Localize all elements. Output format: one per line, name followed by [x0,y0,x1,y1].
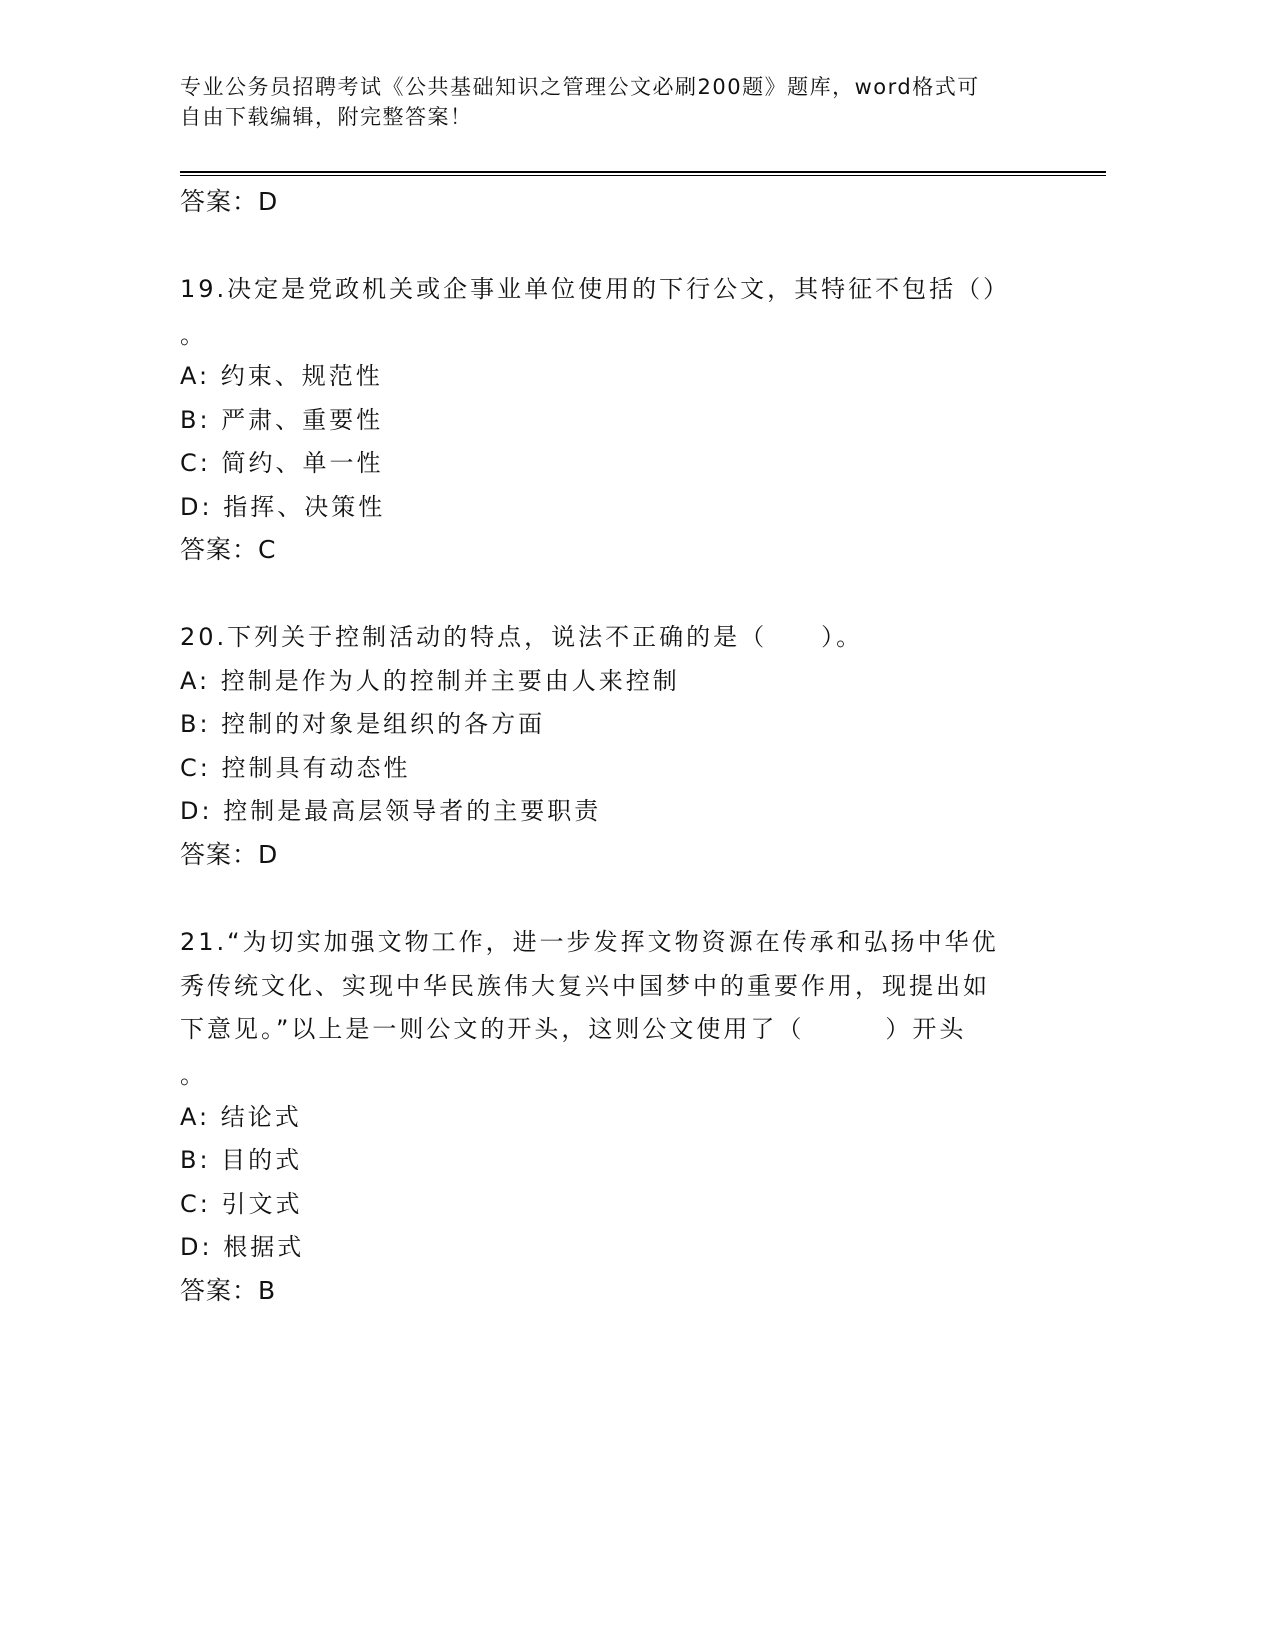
question-text: 下意见。”以上是一则公文的开头，这则公文使用了（ ）开头 [180,1015,967,1043]
option-c: C: 简约、单一性 [180,449,384,477]
header-line: 专业公务员招聘考试《公共基础知识之管理公文必刷200题》题库，word格式可 [180,75,980,99]
question-text: 。 [180,321,207,349]
option-c: C: 引文式 [180,1190,303,1218]
option-a: A: 约束、规范性 [180,362,383,390]
option-b: B: 控制的对象是组织的各方面 [180,710,546,738]
option-d: D: 控制是最高层领导者的主要职责 [180,797,602,825]
option-d: D: 根据式 [180,1233,305,1261]
question-text: 秀传统文化、实现中华民族伟大复兴中国梦中的重要作用，现提出如 [180,972,990,1000]
option-c: C: 控制具有动态性 [180,754,411,782]
option-a: A: 控制是作为人的控制并主要由人来控制 [180,667,680,695]
question-text: 21.“为切实加强文物工作，进一步发挥文物资源在传承和弘扬中华优 [180,928,999,956]
answer: 答案：D [180,187,279,216]
answer: 答案：B [180,1276,277,1305]
question-text: 20.下列关于控制活动的特点，说法不正确的是（ ）。 [180,623,864,651]
option-a: A: 结论式 [180,1103,302,1131]
option-b: B: 目的式 [180,1146,303,1174]
header-divider [180,175,1106,176]
question-text: 。 [180,1061,207,1089]
option-b: B: 严肃、重要性 [180,406,384,434]
answer: 答案：C [180,535,277,564]
header-line: 自由下载编辑，附完整答案！ [180,105,473,129]
header-divider [180,171,1106,173]
option-d: D: 指挥、决策性 [180,493,386,521]
answer: 答案：D [180,840,279,869]
question-text: 19.决定是党政机关或企事业单位使用的下行公文，其特征不包括（） [180,275,1011,303]
